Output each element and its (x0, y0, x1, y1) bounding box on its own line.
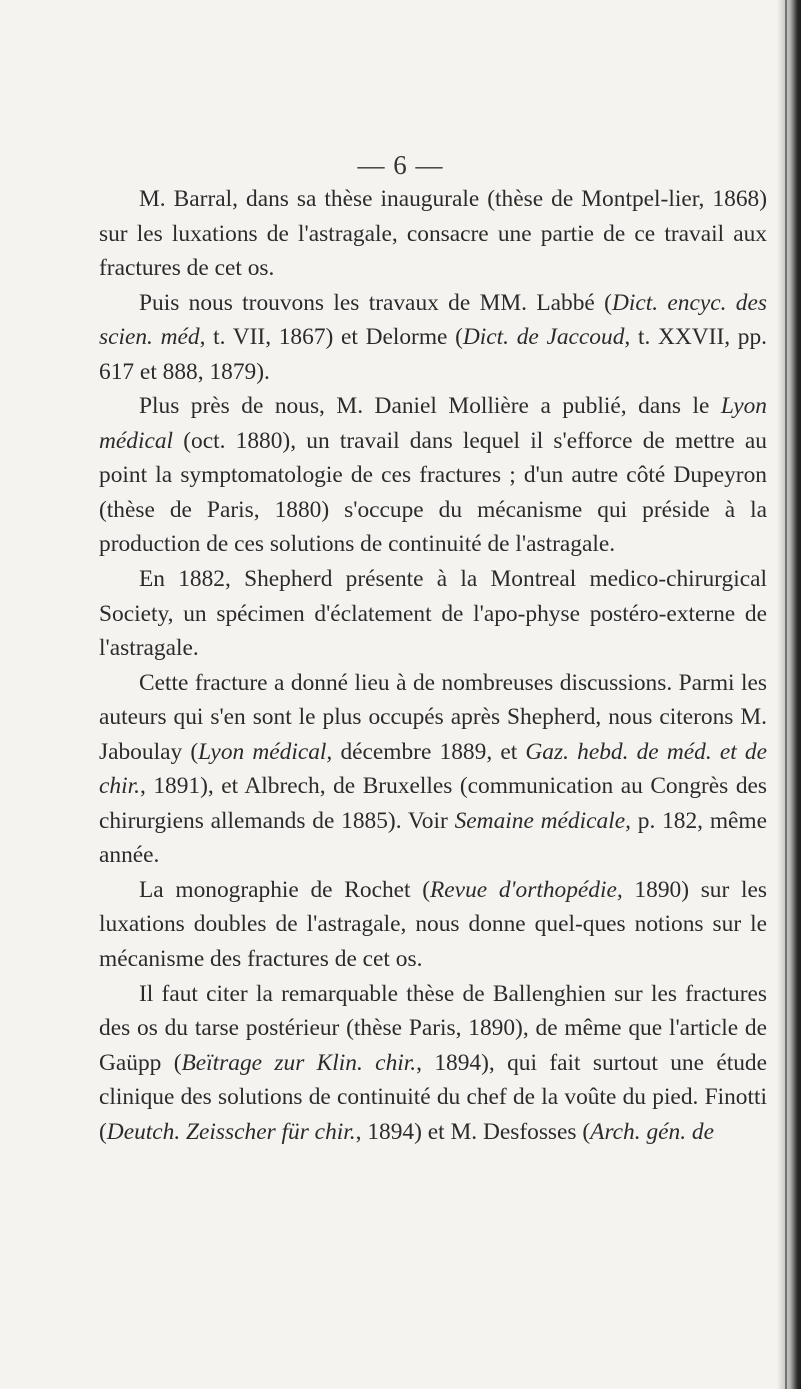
paragraph (99, 562, 767, 666)
italic-citation: Arch. gén. de (590, 1118, 714, 1145)
text-run: Puis nous trouvons les travaux de MM. Labbé ( (139, 289, 612, 316)
text-run: En 1882, Shepherd présente à la Montreal medico-chirurgical Society, un spécimen d'éclatement de l'apo-physe postéro-externe de l'astragale. (99, 566, 767, 662)
text-run: , t. VII, 1867) et Delorme ( (199, 324, 463, 351)
text-run: Cette fracture a donné lieu à de nombreuses discussions. Parmi les auteurs qui s'en sont le plus occupés après Shepherd, nous citerons M. Jaboulay ( (99, 669, 767, 765)
text-run: décembre 1889, et (332, 738, 526, 765)
italic-citation: Deutch. Zeisscher für chir. (106, 1118, 356, 1145)
italic-citation: Revue d'orthopédie, (430, 876, 623, 903)
paragraph (99, 873, 767, 977)
paragraph (99, 666, 767, 873)
text-run: , t. XXVII, pp. 617 et 888, 1879). (99, 324, 768, 385)
paragraph (99, 389, 767, 562)
paragraph (99, 977, 767, 1150)
text-run: La monographie de Rochet ( (139, 876, 431, 903)
italic-citation: Gaz. hebd. de méd. et de chir. (99, 738, 767, 800)
italic-citation: Dict. encyc. des scien. méd (99, 289, 767, 351)
paragraph (99, 286, 767, 390)
paragraph (99, 182, 767, 286)
text-run: , 1894) et M. Desfosses ( (355, 1118, 591, 1145)
text-run: , 1891), et Albrech, de Bruxelles (communication au Congrès des chirurgiens allemands de 1885). Voir (99, 773, 767, 834)
italic-citation: Dict. de Jaccoud (462, 324, 625, 351)
italic-citation: Beïtrage zur Klin. chir. (181, 1049, 417, 1076)
italic-citation: Lyon médical (99, 393, 767, 454)
binding-shadow (777, 0, 801, 1389)
page-number: — 6 — (357, 150, 444, 180)
text-run: (oct. 1880), un travail dans lequel il s'efforce de mettre au point la symptomatologie de ces fractures ; d'un autre côté Dupeyron (thèse de Paris, 1880) s'occupe du mécanisme qui préside à la production de ces solutions de continuité de l'astragale. (99, 427, 767, 558)
text-run: , 1894), qui fait surtout une étude clinique des solutions de continuité du chef de la voûte du pied. Finotti ( (99, 1049, 768, 1145)
text-run: p. 182, même année. (99, 807, 767, 869)
text-run: Plus près de nous, M. Daniel Mollière a publié, dans le (139, 393, 721, 420)
italic-citation: Semaine médicale, (454, 807, 631, 834)
italic-citation: Lyon médical, (198, 738, 333, 765)
text-run: Il faut citer la remarquable thèse de Ballenghien sur les fractures des os du tarse postérieur (thèse Paris, 1890), de même que l'article de Gaüpp ( (99, 980, 767, 1076)
text-run: M. Barral, dans sa thèse inaugurale (thèse de Montpel-lier, 1868) sur les luxations de l'astragale, consacre une partie de ce travail aux fractures de cet os. (99, 186, 767, 282)
text-run: 1890) sur les luxations doubles de l'astragale, nous donne quel-ques notions sur le mécanisme des fractures de cet os. (99, 876, 767, 973)
body-text (99, 182, 767, 1149)
